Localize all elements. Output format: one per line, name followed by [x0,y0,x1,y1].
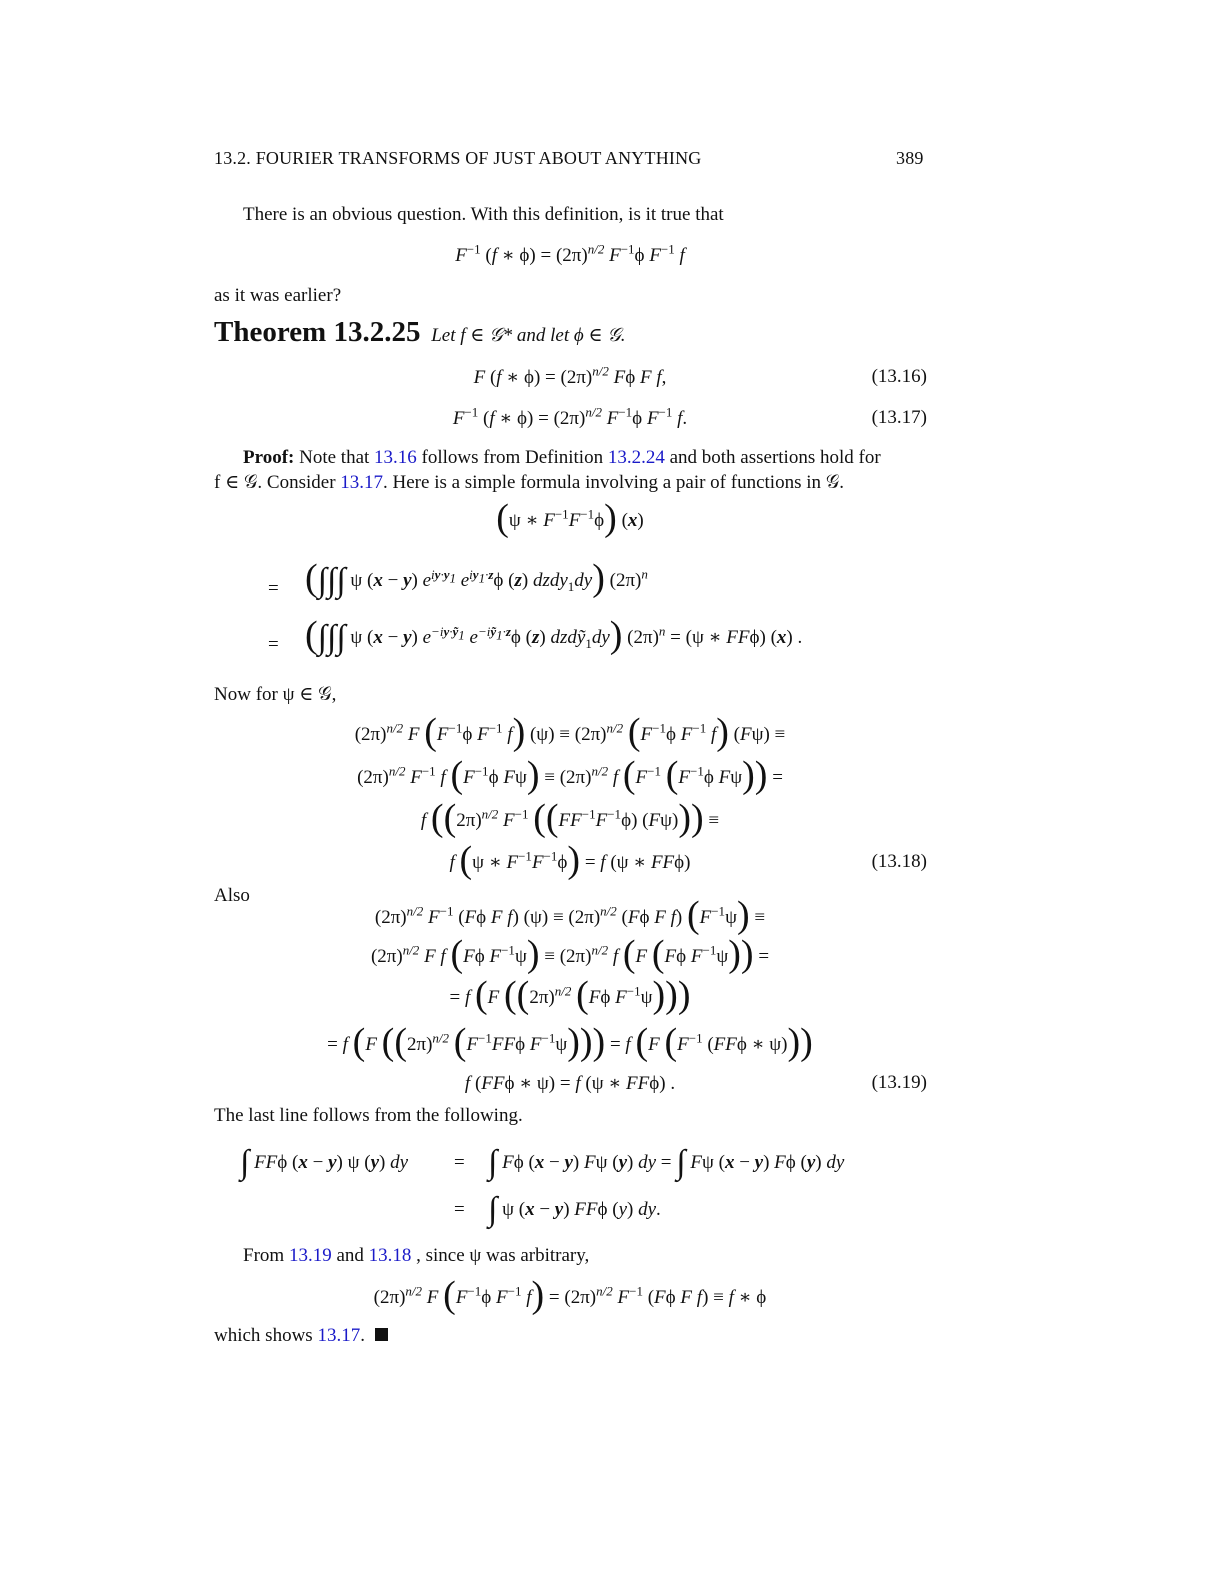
eq18-line3: f ($(2\pi)^{n/2}$ $F^{-1}$ $((FF^{-1}F^{-1}\phi) (F\psi))$) ≡ [420,797,720,839]
equation-number-13-19: (13.19) [871,1072,927,1093]
proof-text: and both assertions hold for [669,447,881,468]
qed-square-icon [375,1328,388,1341]
integral-line-b: (∫∫∫ ψ (x − y) $e^{-iy\cdot ỹ_1}$ $e^{-iỹ_1\cdot z}\phi$ (z) dzdỹ$_1$dy) $(2\pi)^n = (\psi$ ∗ FFϕ) (x) . [305,614,803,656]
theorem-label: Theorem 13.2.25 [214,316,421,348]
proof-text: . [360,1325,365,1346]
integral-identity-rhs1: ∫ Fϕ (x − y) Fψ (y) dy = ∫ Fψ (x − y) Fϕ (y) dy [488,1144,845,1181]
running-header: 13.2. FOURIER TRANSFORMS OF JUST ABOUT ANYTHING [214,148,702,168]
ref-link-13-16[interactable]: 13.16 [374,447,417,468]
theorem-heading [214,316,626,349]
now-for-text: Now for ψ ∈ 𝒢, [214,684,337,705]
proof-text: follows from Definition [421,447,604,468]
convolution-lhs: (ψ ∗ $F^{-1}F^{-1}\phi$) (x) [496,497,644,539]
ref-link-13-19[interactable]: 13.19 [288,1245,332,1266]
page-number: 389 [896,148,924,168]
equation-13-16: F (f ∗ $\phi) = (2\pi)^{n/2}$ Fϕ F f, [473,363,667,388]
eq18-line4: f (ψ ∗ $F^{-1}F^{-1}\phi) = f$ (ψ ∗ FFϕ) [449,839,691,881]
integral-identity-lhs: ∫ FFϕ (x − y) ψ (y) dy [240,1144,409,1181]
equation-number-13-17: (13.17) [871,407,927,428]
which-shows-line [214,1325,388,1347]
eq18-line1: $(2\pi)^{n/2}$ F ($F^{-1}\phi$ $F^{-1}$ f) $(\psi) \equiv (2\pi)^{n/2}$ ($F^{-1}\phi$ $F^{-1}$ f) (Fψ) ≡ [354,711,786,753]
eq19-line1: $(2\pi)^{n/2}$ $F^{-1}$ (Fϕ F f) $(\psi) \equiv (2\pi)^{n/2}$ (Fϕ F f) $(F^{-1}\psi)$ ≡ [374,894,766,936]
proof-paragraph-line2 [214,471,844,494]
eq19-line5: f (FFϕ ∗ ψ) = f (ψ ∗ FFϕ) . [464,1073,676,1094]
proof-text: , since ψ was arbitrary, [416,1245,590,1266]
proof-text: From [243,1245,285,1266]
equation-question: $F^{-1}$ (f ∗ $\phi) = (2\pi)^{n/2}$ $F^{-1}\phi$ $F^{-1}$ f [455,241,685,266]
proof-text: f ∈ 𝒢. Consider [214,472,336,493]
also-text: Also [214,885,250,906]
ref-link-13-17[interactable]: 13.17 [340,472,384,493]
last-line-text: The last line follows from the following. [214,1105,523,1126]
proof-text: Note that [299,447,370,468]
proof-text: and [336,1245,364,1266]
intro-after: as it was earlier? [214,285,342,306]
proof-label: Proof: [243,447,295,468]
integral-line-a: (∫∫∫ ψ (x − y) $e^{iy\cdot y_1}$ $e^{iy_1\cdot z}\phi$ (z) dzdy$_1$dy) $(2\pi)^n$ [305,557,648,599]
final-equation: $(2\pi)^{n/2}$ F ($F^{-1}\phi$ $F^{-1}$ $f) = (2\pi)^{n/2}$ $F^{-1}$ (Fϕ F f) ≡ f ∗ ϕ [373,1274,767,1316]
from-line [243,1245,589,1267]
eq19-line4: = f (F ($(2\pi)^{n/2}$ ($F^{-1}FF\phi$ $F^{-1}\psi))) = f$ (F ($F^{-1}$ (FFϕ ∗ ψ))) [327,1021,813,1063]
proof-text: which shows [214,1325,313,1346]
intro-question: There is an obvious question. With this definition, is it true that [243,204,724,225]
ref-link-def-13-2-24[interactable]: 13.2.24 [607,447,665,468]
equation-number-13-18: (13.18) [871,851,927,872]
equals-sign: = [454,1152,465,1173]
ref-link-13-17-end[interactable]: 13.17 [317,1325,361,1346]
equation-13-17: $F^{-1}$ (f ∗ $\phi) = (2\pi)^{n/2}$ $F^{-1}\phi$ $F^{-1}$ f. [452,404,688,429]
eq18-line2: $(2\pi)^{n/2}$ $F^{-1}$ f ($F^{-1}\phi$ $F\psi) \equiv (2\pi)^{n/2}$ f ($F^{-1}$ ($F^{-1}\phi$ Fψ)) = [357,754,783,796]
proof-paragraph-line1 [243,447,927,469]
equals-sign: = [268,578,279,599]
theorem-statement: Let f ∈ 𝒢* and let ϕ ∈ 𝒢. [431,325,626,346]
eq19-line2: $(2\pi)^{n/2}$ F f (Fϕ $F^{-1}\psi) \equiv (2\pi)^{n/2}$ f (F (Fϕ $F^{-1}\psi$)) = [370,933,770,975]
equation-number-13-16: (13.16) [871,366,927,387]
integral-identity-rhs2: ∫ ψ (x − y) FFϕ (y) dy. [488,1191,661,1228]
ref-link-13-18[interactable]: 13.18 [368,1245,412,1266]
equals-sign: = [454,1199,465,1220]
equals-sign: = [268,634,279,655]
proof-text: . Here is a simple formula involving a pair of functions in 𝒢. [383,472,845,493]
eq19-line3: = f (F ($(2\pi)^{n/2}$ (Fϕ $F^{-1}\psi$))) [449,974,691,1016]
